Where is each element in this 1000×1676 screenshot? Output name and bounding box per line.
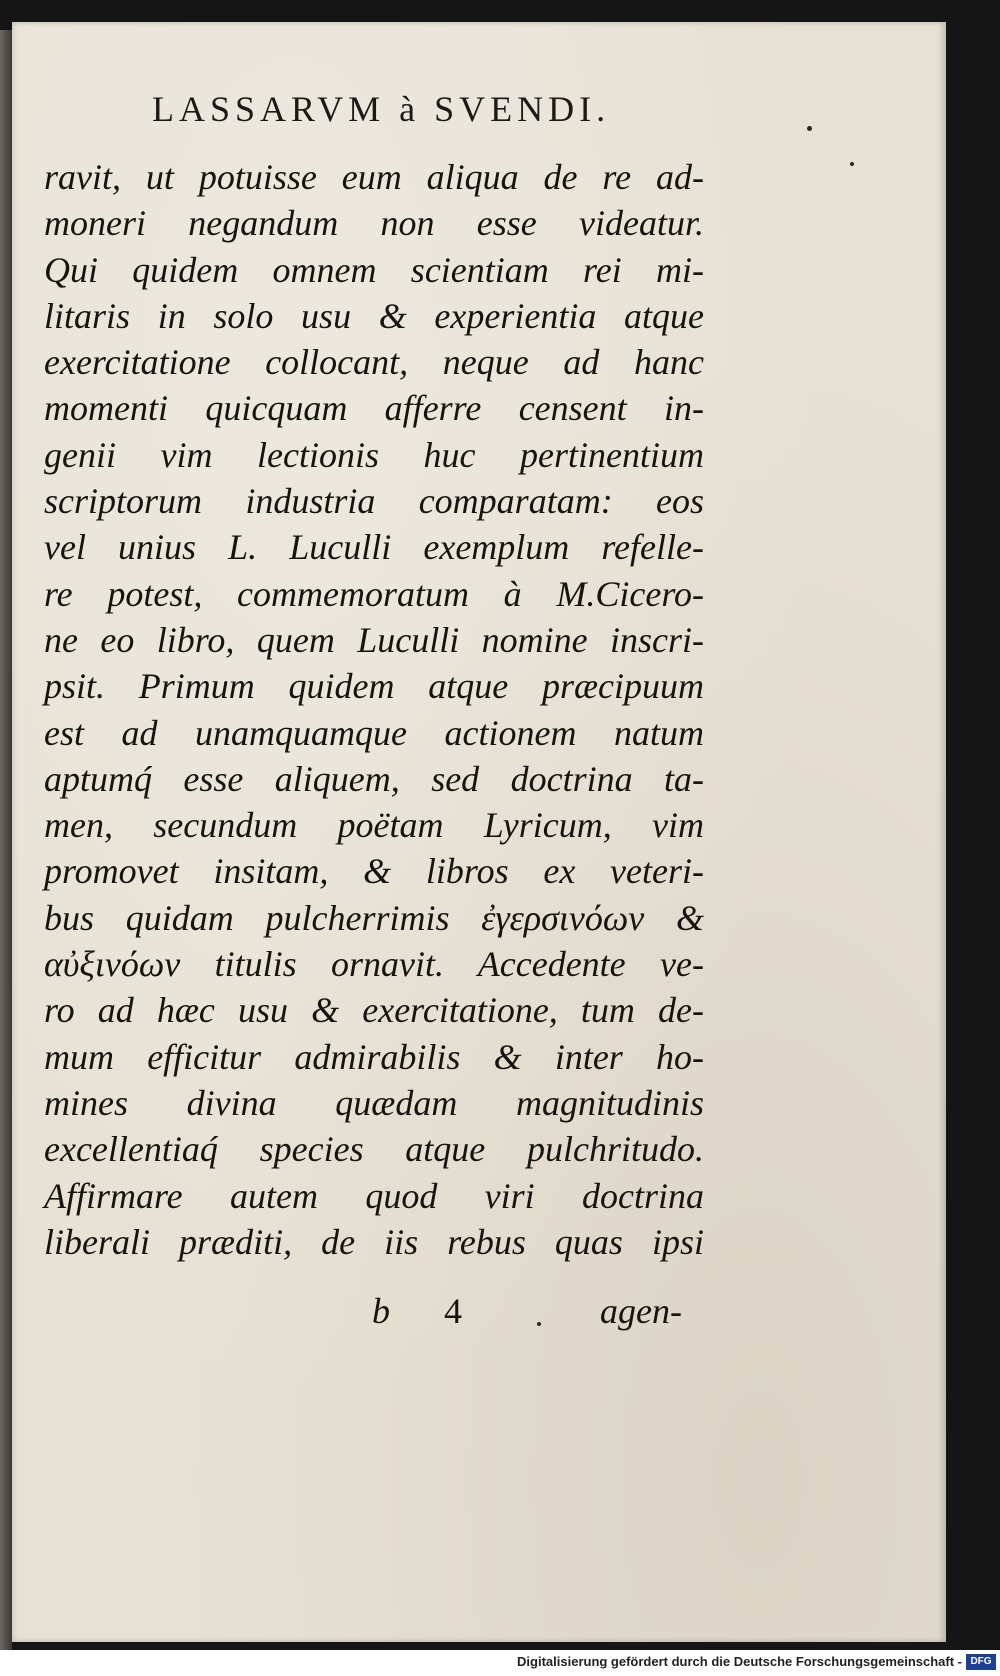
text-line: promovet insitam, & libros ex veteri-	[44, 851, 704, 892]
binding-edge	[0, 30, 12, 1650]
digitization-credit: Digitalisierung gefördert durch die Deutsche Forschungsgemeinschaft -	[517, 1654, 962, 1669]
signature-number: 4	[444, 1291, 462, 1331]
text-line: ro ad hæc usu & exercitatione, tum de-	[44, 990, 704, 1031]
text-line: psit. Primum quidem atque præcipuum	[44, 666, 704, 707]
dfg-logo-icon: DFG	[966, 1654, 996, 1670]
text-line: aptumq́ esse aliquem, sed doctrina ta-	[44, 758, 704, 799]
text-line: re potest, commemoratum à M.Cicero-	[44, 573, 704, 614]
text-line: αὐξινόων titulis ornavit. Accedente ve-	[44, 944, 704, 985]
text-line: Affirmare autem quod viri doctrina	[44, 1175, 704, 1216]
text-line: litaris in solo usu & experientia atque	[44, 295, 704, 336]
text-line: ne eo libro, quem Luculli nomine inscri-	[44, 619, 704, 660]
text-line: men, secundum poëtam Lyricum, vim	[44, 805, 704, 846]
text-line: ravit, ut potuisse eum aliqua de re ad-	[44, 157, 704, 197]
text-line: excellentiaq́ species atque pulchritudo.	[44, 1129, 704, 1170]
text-line: mum efficitur admirabilis & inter ho-	[44, 1036, 704, 1077]
text-line: momenti quicquam afferre censent in-	[44, 388, 704, 429]
text-line: genii vim lectionis huc pertinentium	[44, 434, 704, 475]
ink-speck	[807, 126, 812, 131]
body-text	[44, 154, 704, 1265]
running-head: LASSARVM à SVENDI.	[152, 89, 611, 129]
text-line: mines divina quædam magnitudinis	[44, 1082, 704, 1123]
text-line: moneri negandum non esse videatur.	[44, 203, 704, 244]
text-line: liberali præditi, de iis rebus quas ipsi	[44, 1221, 704, 1262]
text-line: exercitatione collocant, neque ad hanc	[44, 342, 704, 383]
book-page	[12, 22, 946, 1642]
catchword: agen-	[600, 1291, 682, 1331]
ink-speck	[537, 1322, 541, 1326]
text-line: vel unius L. Luculli exemplum refelle-	[44, 527, 704, 568]
text-line: est ad unamquamque actionem natum	[44, 712, 704, 753]
text-line: Qui quidem omnem scientiam rei mi-	[44, 249, 704, 290]
text-line: scriptorum industria comparatam: eos	[44, 481, 704, 522]
footer-bar	[0, 1650, 1000, 1676]
signature-mark: b	[372, 1291, 390, 1331]
ink-speck	[850, 162, 854, 166]
text-line: bus quidam pulcherrimis ἐγερσινόων &	[44, 897, 704, 938]
